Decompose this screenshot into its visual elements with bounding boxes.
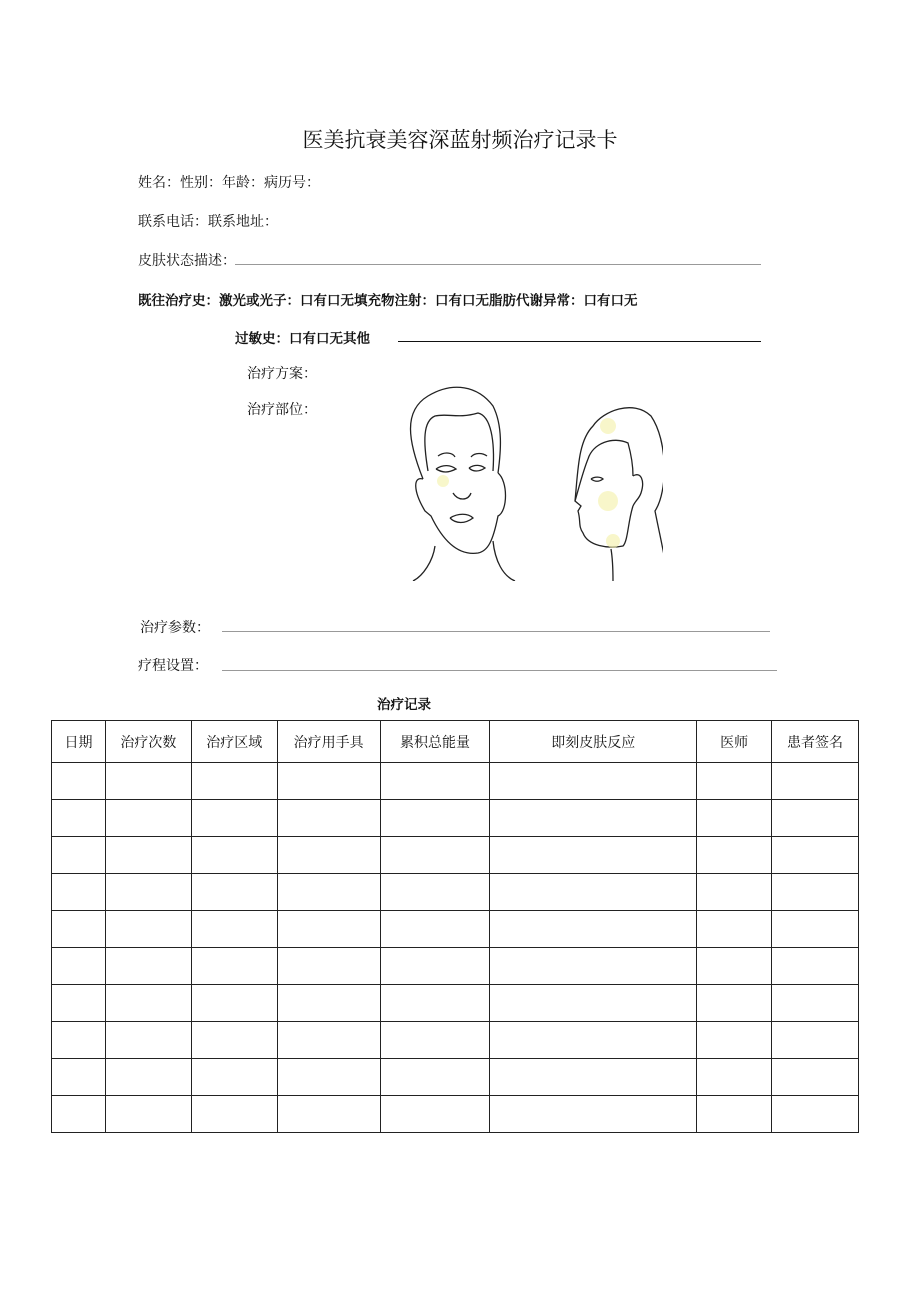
table-cell[interactable]: [277, 948, 380, 985]
table-cell[interactable]: [380, 1096, 490, 1133]
table-cell[interactable]: [490, 874, 697, 911]
table-cell[interactable]: [697, 1059, 772, 1096]
table-cell[interactable]: [52, 763, 106, 800]
table-cell[interactable]: [697, 1096, 772, 1133]
table-cell[interactable]: [277, 874, 380, 911]
table-cell[interactable]: [380, 1059, 490, 1096]
table-cell[interactable]: [277, 911, 380, 948]
table-header-row: [52, 721, 859, 763]
table-cell[interactable]: [490, 985, 697, 1022]
table-cell[interactable]: [52, 874, 106, 911]
table-cell[interactable]: [772, 1022, 859, 1059]
table-cell[interactable]: [191, 800, 277, 837]
table-cell[interactable]: [490, 948, 697, 985]
table-cell[interactable]: [277, 1096, 380, 1133]
table-cell[interactable]: [277, 800, 380, 837]
table-cell[interactable]: [105, 1096, 191, 1133]
column-header: 患者签名: [772, 721, 859, 763]
table-cell[interactable]: [697, 985, 772, 1022]
table-cell[interactable]: [380, 837, 490, 874]
table-cell[interactable]: [191, 1022, 277, 1059]
table-row: [52, 985, 859, 1022]
column-header: 累积总能量: [380, 721, 490, 763]
table-cell[interactable]: [191, 1059, 277, 1096]
table-cell[interactable]: [772, 874, 859, 911]
face-diagram-image: [383, 381, 663, 581]
table-cell[interactable]: [52, 800, 106, 837]
table-cell[interactable]: [52, 948, 106, 985]
table-cell[interactable]: [191, 874, 277, 911]
table-cell[interactable]: [772, 800, 859, 837]
table-cell[interactable]: [697, 800, 772, 837]
table-cell[interactable]: [772, 911, 859, 948]
table-cell[interactable]: [380, 800, 490, 837]
table-cell[interactable]: [380, 911, 490, 948]
column-header: 即刻皮肤反应: [490, 721, 697, 763]
table-row: [52, 948, 859, 985]
area-label: 治疗部位：: [247, 402, 317, 418]
table-cell[interactable]: [380, 874, 490, 911]
table-row: [52, 1096, 859, 1133]
table-cell[interactable]: [490, 837, 697, 874]
skin-state-line[interactable]: [235, 264, 761, 265]
table-cell[interactable]: [105, 874, 191, 911]
allergy-label: 过敏史：口有口无其他: [235, 331, 370, 347]
table-cell[interactable]: [772, 948, 859, 985]
table-row: [52, 1059, 859, 1096]
column-header: 医师: [697, 721, 772, 763]
column-header: 治疗次数: [105, 721, 191, 763]
table-row: [52, 837, 859, 874]
table-cell[interactable]: [277, 1059, 380, 1096]
allergy-other-line[interactable]: [398, 341, 761, 342]
table-cell[interactable]: [697, 911, 772, 948]
front-face: [411, 387, 516, 581]
table-cell[interactable]: [52, 1022, 106, 1059]
table-cell[interactable]: [380, 948, 490, 985]
table-cell[interactable]: [105, 911, 191, 948]
table-row: [52, 911, 859, 948]
table-cell[interactable]: [490, 800, 697, 837]
table-cell[interactable]: [277, 763, 380, 800]
page-title: 医美抗衰美容深蓝射频治疗记录卡: [302, 128, 618, 152]
table-cell[interactable]: [191, 985, 277, 1022]
table-cell[interactable]: [490, 763, 697, 800]
treatment-record-table: [51, 720, 859, 1133]
table-body: [52, 763, 859, 1133]
table-cell[interactable]: [277, 985, 380, 1022]
table-cell[interactable]: [52, 837, 106, 874]
table-cell[interactable]: [380, 763, 490, 800]
skin-state-label: 皮肤状态描述：: [138, 253, 236, 269]
table-cell[interactable]: [772, 985, 859, 1022]
table-cell[interactable]: [105, 1022, 191, 1059]
color-spots: [437, 418, 620, 548]
plan-label: 治疗方案：: [247, 366, 317, 382]
table-cell[interactable]: [52, 1059, 106, 1096]
table-cell[interactable]: [105, 800, 191, 837]
table-cell[interactable]: [697, 1022, 772, 1059]
table-cell[interactable]: [380, 985, 490, 1022]
table-cell[interactable]: [490, 1059, 697, 1096]
table-cell[interactable]: [490, 911, 697, 948]
params-line[interactable]: [222, 631, 770, 632]
basic-info-label: 姓名：性别：年龄：病历号：: [138, 175, 320, 191]
params-label: 治疗参数：: [140, 620, 210, 636]
table-cell[interactable]: [490, 1022, 697, 1059]
table-cell[interactable]: [277, 837, 380, 874]
table-cell[interactable]: [191, 948, 277, 985]
history-label: 既往治疗史：激光或光子：口有口无填充物注射：口有口无脂肪代谢异常：口有口无: [138, 293, 638, 309]
table-cell[interactable]: [697, 948, 772, 985]
table-cell[interactable]: [772, 1096, 859, 1133]
table-cell[interactable]: [191, 763, 277, 800]
table-cell[interactable]: [380, 1022, 490, 1059]
table-cell[interactable]: [697, 763, 772, 800]
table-cell[interactable]: [52, 911, 106, 948]
table-cell[interactable]: [277, 1022, 380, 1059]
table-cell[interactable]: [697, 874, 772, 911]
table-cell[interactable]: [697, 837, 772, 874]
table-cell[interactable]: [105, 948, 191, 985]
side-face: [575, 408, 663, 581]
table-row: [52, 800, 859, 837]
table-cell[interactable]: [52, 985, 106, 1022]
table-cell[interactable]: [191, 911, 277, 948]
table-cell[interactable]: [772, 1059, 859, 1096]
course-line[interactable]: [222, 670, 777, 671]
table-cell[interactable]: [191, 1096, 277, 1133]
table-row: [52, 1022, 859, 1059]
table-row: [52, 874, 859, 911]
contact-label: 联系电话：联系地址：: [138, 214, 278, 230]
course-label: 疗程设置：: [138, 658, 208, 674]
column-header: 治疗用手具: [277, 721, 380, 763]
table-cell[interactable]: [105, 837, 191, 874]
record-title: 治疗记录: [377, 697, 431, 713]
table-cell[interactable]: [52, 1096, 106, 1133]
table-cell[interactable]: [772, 763, 859, 800]
table-cell[interactable]: [772, 837, 859, 874]
table-cell[interactable]: [490, 1096, 697, 1133]
table-cell[interactable]: [105, 763, 191, 800]
column-header: 日期: [52, 721, 106, 763]
column-header: 治疗区域: [191, 721, 277, 763]
table-cell[interactable]: [191, 837, 277, 874]
table-row: [52, 763, 859, 800]
table-cell[interactable]: [105, 1059, 191, 1096]
table-cell[interactable]: [105, 985, 191, 1022]
